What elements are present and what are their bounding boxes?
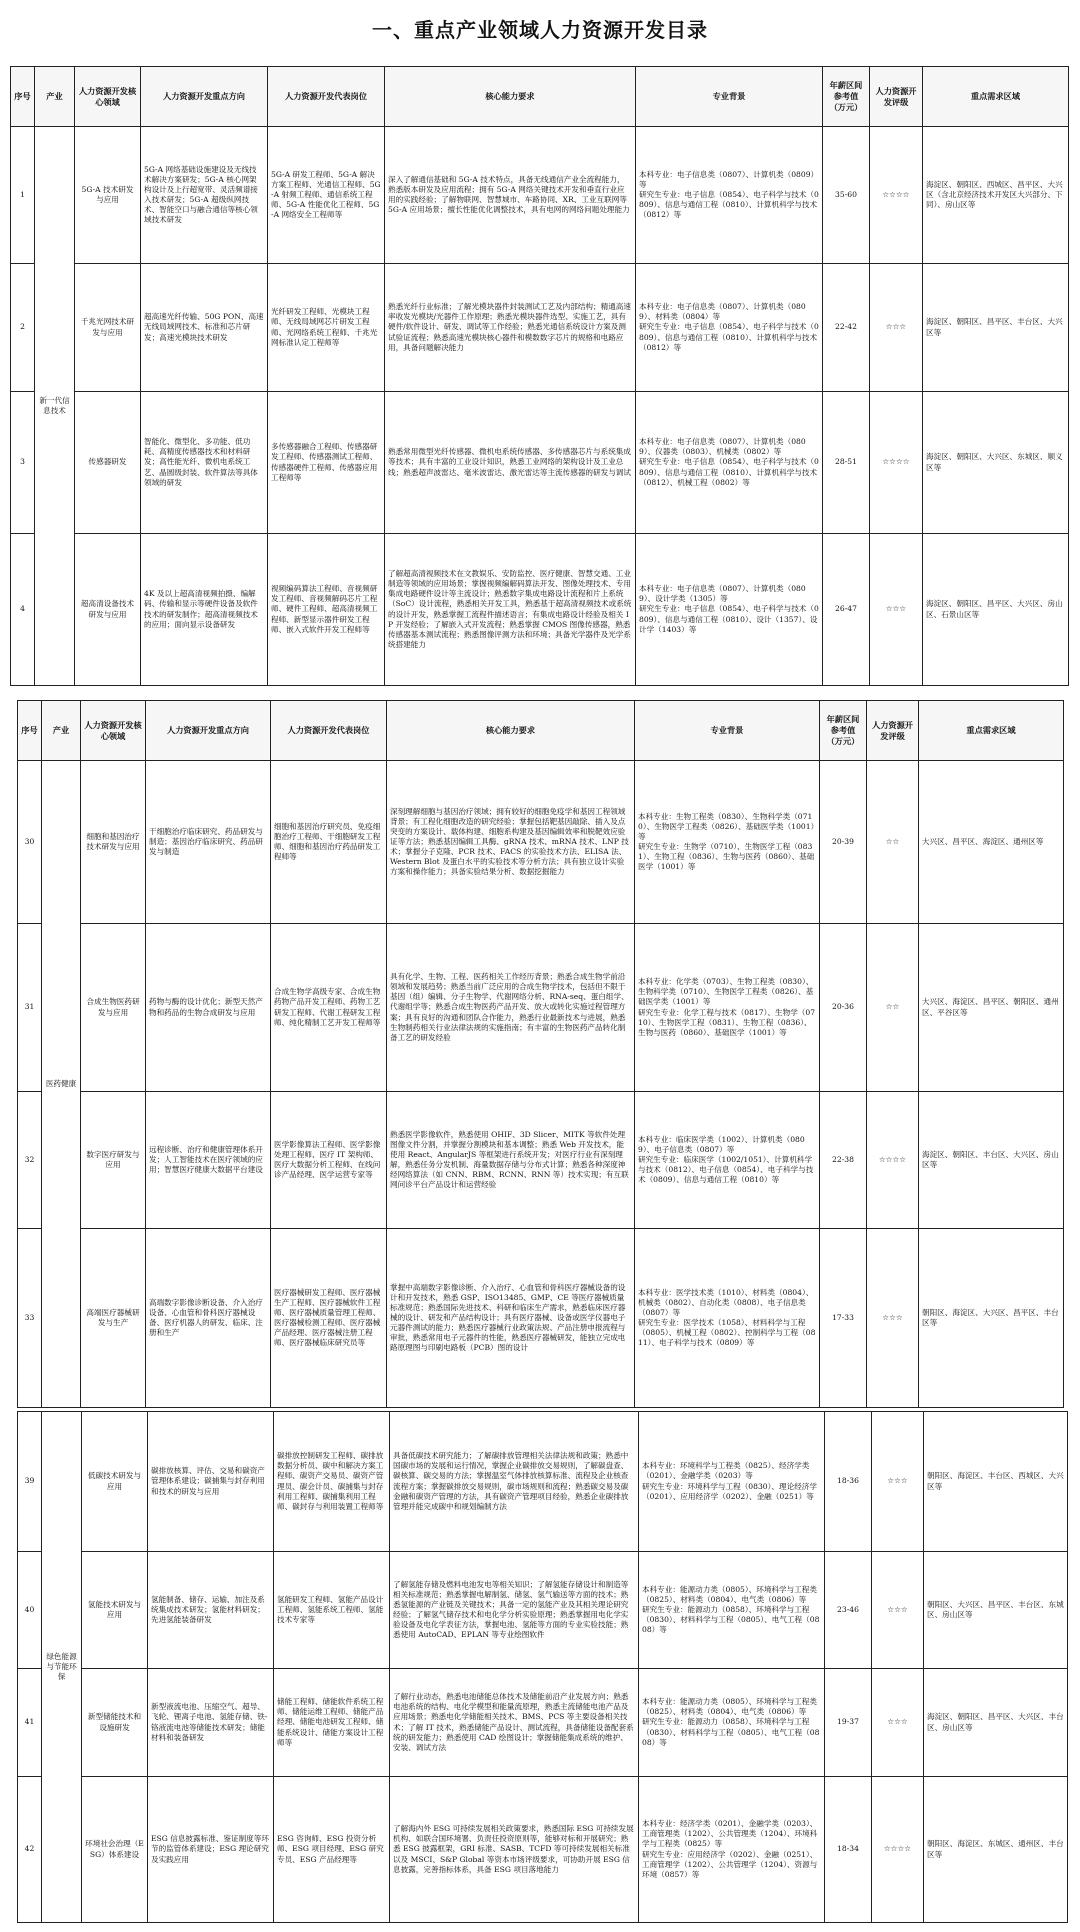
talent-table-section-1 xyxy=(10,66,1069,686)
table-row xyxy=(11,264,1069,392)
table-row xyxy=(18,1669,1068,1777)
salary-range: 28-51 xyxy=(823,392,870,534)
major-background: 本科专业：能源动力类（0805）、环境科学与工程类（0825）、材料类（0804）、电气类（0806）等 研究生专业：能源动力（0858）、环境科学与工程（0830）、材料科学与工程（0805）、电气工程（0808）等 xyxy=(639,1669,825,1777)
salary-range: 35-60 xyxy=(823,127,870,264)
major-background: 本科专业：环境科学与工程类（0825）、经济学类（0201）、金融学类（0203）等 研究生专业：环境科学与工程（0830）、理论经济学（0201）、应用经济学（0202）、金融（0251）等 xyxy=(639,1412,825,1552)
row-number: 41 xyxy=(18,1669,42,1777)
ability-requirements: 掌握中高端数字影像诊断、介入治疗、心血管和骨科医疗器械设备的设计和开发技术，熟悉 GSP、ISO13485、GMP、CE 等医疗器械质量标准规范；熟悉国际先进技术、科研和临床生产需求，熟悉临床医疗器械的设计、研发和产品结构设计；具有医疗器械、设备或医学仪器电子元器件测试的能力；熟悉医疗器械行业政策法规、产品注册申报流程与审批，熟悉常用电子元器件的性能，熟悉医疗器械研发，能独立完成电路原理图与印刷电路板（PCB）图的设计 xyxy=(387,1229,635,1408)
key-direction: 高端数字影像诊断设备、介入治疗设备、心血管和骨科医疗器械设备、医疗机器人的研发、临床、注册和生产 xyxy=(146,1229,271,1408)
rating-stars: ☆☆☆ xyxy=(870,534,923,686)
rating-stars: ☆☆☆ xyxy=(872,1412,924,1552)
table-row xyxy=(18,761,1064,924)
column-header: 专业背景 xyxy=(635,701,820,761)
demand-region: 朝阳区、大兴区、昌平区、丰台区、东城区、房山区等 xyxy=(924,1552,1068,1669)
key-direction: 碳排放核算、评估、交易和碳资产管理体系建设；碳捕集与封存利用和技术的研发与应用 xyxy=(148,1412,274,1552)
column-header: 人力资源开发评级 xyxy=(867,701,919,761)
row-number: 33 xyxy=(18,1229,42,1408)
representative-positions: 5G-A 研发工程师、5G-A 解决方案工程师、光通信工程师、5G-A 射频工程师、通信系统工程师、5G-A 性能优化工程师、5G-A 网络安全工程师等 xyxy=(268,127,385,264)
table-row xyxy=(11,127,1069,264)
major-background: 本科专业：经济学类（0201）、金融学类（0203）、工商管理类（1202）、公共管理类（1204）、环境科学与工程类（0825）等 研究生专业：应用经济学（0202）、金融（0251）、工商管理学（1202）、公共管理学（1204）、资源与环境（0857）等 xyxy=(639,1777,825,1923)
key-direction: 5G-A 网络基础设施建设及无线技术解决方案研发；5G-A 核心网架构设计及上行超宽带、灵活频谱接入技术研发；5G-A 超级纵网技术、智能空口与融合通信等核心领域技术研发 xyxy=(141,127,268,264)
core-domain: 千兆光网技术研发与应用 xyxy=(75,264,141,392)
major-background: 本科专业：化学类（0703）、生物工程类（0830）、生物科学类（0710）、生物医学工程类（0826）、基础医学类（1001）等 研究生专业：化学工程与技术（0817）、生物学（0710）、生物医学工程（0831）、生物工程（0836）、生物与医药（0860）、基础医学（1001）等 xyxy=(635,924,820,1092)
column-header: 专业背景 xyxy=(636,67,823,127)
table-row xyxy=(18,1092,1064,1229)
rating-stars: ☆☆☆☆ xyxy=(870,392,923,534)
key-direction: 氢能制备、储存、运输、加注及系统集成技术研发；氢能材料研发；先进氢能装备研发 xyxy=(148,1552,274,1669)
column-header: 人力资源开发代表岗位 xyxy=(271,701,387,761)
table-row xyxy=(11,392,1069,534)
column-header: 人力资源开发核心领域 xyxy=(75,67,141,127)
demand-region: 海淀区、朝阳区、西城区、昌平区、大兴区（含北京经济技术开发区大兴部分、下同）、房山区等 xyxy=(923,127,1069,264)
row-number: 31 xyxy=(18,924,42,1092)
ability-requirements: 熟悉光纤行业标准；了解光模块器件封装测试工艺及内部结构；精通高速率收发光模块/光器件工作原理；熟悉光模块器件选型、实施工艺，具有硬件/软件设计、研发、调试等工作经验；熟悉光通信系统设计方案及测试验证流程；熟悉高速光模块核心器件和模数数字芯片的规格和电路应用，具备问题解决能力 xyxy=(385,264,636,392)
salary-range: 17-33 xyxy=(820,1229,867,1408)
demand-region: 大兴区、海淀区、昌平区、朝阳区、通州区、平谷区等 xyxy=(919,924,1064,1092)
row-number: 1 xyxy=(11,127,35,264)
talent-table-section-2 xyxy=(17,700,1064,1408)
major-background: 本科专业：电子信息类（0807）、计算机类（0809）等 研究生专业：电子信息（0854）、电子科学与技术（0809）、信息与通信工程（0810）、计算机科学与技术（0812）等 xyxy=(636,127,823,264)
demand-region: 朝阳区、海淀区、大兴区、昌平区、丰台区等 xyxy=(919,1229,1064,1408)
ability-requirements: 具备低碳技术研究能力；了解碳排放管理相关法律法规和政策；熟悉中国碳市场的发展和运行情况，掌握企业碳排放交易规则，了解碳盘查、碳核算、碳交易的方法；掌握温室气体排放核算标准、流程及企业核查流程方案；掌握碳排放交易规则，碳市场规则和流程；熟悉碳交易及碳金融和碳资产管理的方法，具有碳资产管理项目经验，熟悉企业碳排放管理并能完成碳中和规划编制方法 xyxy=(390,1412,639,1552)
major-background: 本科专业：电子信息类（0807）、计算机类（0809）、材料类（0804）等 研究生专业：电子信息（0854）、电子科学与技术（0809）、信息与通信工程（0810）、计算机科学与技术（0812）等 xyxy=(636,264,823,392)
industry-label: 医药健康 xyxy=(42,761,81,1408)
major-background: 本科专业：电子信息类（0807）、计算机类（0809）、设计学类（1305）等 研究生专业：电子信息（0854）、电子科学与技术（0809）、信息与通信工程（0810）、设计（1357）、设计学（1403）等 xyxy=(636,534,823,686)
column-header: 人力资源开发重点方向 xyxy=(141,67,268,127)
table-row xyxy=(18,1412,1068,1552)
representative-positions: 光纤研发工程师、光模块工程师、无线局域网芯片研发工程师、光网络系统工程师、千兆光网标准认定工程师等 xyxy=(268,264,385,392)
row-number: 2 xyxy=(11,264,35,392)
key-direction: 远程诊断、治疗和健康管理体系开发；人工智能技术在医疗领域的应用；智慧医疗健康大数据平台建设 xyxy=(146,1092,271,1229)
major-background: 本科专业：电子信息类（0807）、计算机类（0809）、仪器类（0803）、机械类（0802）等 研究生专业：电子信息（0854）、电子科学与技术（0809）、信息与通信工程（0810）、计算机科学与技术（0812）、机械工程（0802）等 xyxy=(636,392,823,534)
demand-region: 海淀区、朝阳区、昌平区、丰台区、大兴区等 xyxy=(923,264,1069,392)
column-header: 核心能力要求 xyxy=(385,67,636,127)
core-domain: 氢能技术研发与应用 xyxy=(82,1552,148,1669)
demand-region: 海淀区、朝阳区、昌平区、大兴区、丰台区、房山区等 xyxy=(924,1669,1068,1777)
column-header: 核心能力要求 xyxy=(387,701,635,761)
rating-stars: ☆☆☆ xyxy=(867,1229,919,1408)
salary-range: 18-36 xyxy=(825,1412,872,1552)
key-direction: 智能化、微型化、多功能、低功耗、高精度传感器技术和材料研发；高性能光纤、微机电系统工艺、晶圆级封装、软件算法等具体领域的研发 xyxy=(141,392,268,534)
row-number: 30 xyxy=(18,761,42,924)
table-header-row xyxy=(11,67,1069,127)
ability-requirements: 了解行业动态，熟悉电池储能总体技术及储能前沿产业发展方向；熟悉电池系统的结构、电化学模型和能量流原理，熟悉主流储能电池产品及应用场景；熟悉电化学储能相关技术、BMS、PCS 等主要设备相关技术；了解 IT 技术，熟悉储能产品设计、测试流程，具备储能设备配套系统的研发能力；熟悉使用 CAD 绘图设计；掌握储能集成系统的维护、安装、调试方法 xyxy=(390,1669,639,1777)
column-header: 人力资源开发核心领域 xyxy=(81,701,146,761)
key-direction: ESG 信息披露标准、鉴证制度等环节的监管体系建设；ESG 理论研究及实践应用 xyxy=(148,1777,274,1923)
ability-requirements: 熟悉常用微型光纤传感器、微机电系统传感器、多传感器芯片与系统集成等技术；具有丰富的工业设计知识，熟悉工业网络的架构设计及工业总线；熟悉超声波雷达、毫米波雷达、激光雷达等主流传感器的研发与调试 xyxy=(385,392,636,534)
core-domain: 合成生物医药研发与应用 xyxy=(81,924,146,1092)
core-domain: 细胞和基因治疗技术研发与应用 xyxy=(81,761,146,924)
core-domain: 高端医疗器械研发与生产 xyxy=(81,1229,146,1408)
page-title: 一、重点产业领域人力资源开发目录 xyxy=(372,18,708,42)
key-direction: 新型液流电池、压缩空气、超导、飞轮、锂离子电池、氢能存储、铁-铬液流电池等储能技术研发；储能材料和装备研发 xyxy=(148,1669,274,1777)
salary-range: 26-47 xyxy=(823,534,870,686)
demand-region: 大兴区、昌平区、海淀区、通州区等 xyxy=(919,761,1064,924)
representative-positions: 医学影像算法工程师、医学影像处理工程师、医疗 IT 架构师、医疗大数据分析工程师、在线问诊产品经理、医学运营专家等 xyxy=(271,1092,387,1229)
key-direction: 干细胞治疗临床研究、药品研发与制造；基因治疗临床研究、药品研发与制造 xyxy=(146,761,271,924)
key-direction: 药物与酶的设计优化；新型天然产物和药品的生物合成研发与应用 xyxy=(146,924,271,1092)
salary-range: 18-34 xyxy=(825,1777,872,1923)
core-domain: 数字医疗研发与应用 xyxy=(81,1092,146,1229)
rating-stars: ☆☆☆ xyxy=(872,1669,924,1777)
rating-stars: ☆☆☆ xyxy=(870,264,923,392)
column-header: 重点需求区域 xyxy=(923,67,1069,127)
row-number: 4 xyxy=(11,534,35,686)
table-row xyxy=(18,1777,1068,1923)
column-header: 产业 xyxy=(42,701,81,761)
column-header: 序号 xyxy=(11,67,35,127)
rating-stars: ☆☆ xyxy=(867,761,919,924)
talent-table-section-3 xyxy=(17,1411,1068,1923)
rating-stars: ☆☆ xyxy=(867,924,919,1092)
table-row xyxy=(18,1229,1064,1408)
row-number: 40 xyxy=(18,1552,42,1669)
industry-label: 新一代信息技术 xyxy=(35,127,75,686)
representative-positions: 多传感器融合工程师、传感器研发工程师、传感器测试工程师、传感器硬件工程师、传感器应用工程师等 xyxy=(268,392,385,534)
core-domain: 低碳技术研发与应用 xyxy=(82,1412,148,1552)
representative-positions: 细胞和基因治疗研究员、免疫细胞治疗工程师、干细胞研发工程师、细胞和基因治疗药品研发工程师等 xyxy=(271,761,387,924)
salary-range: 22-38 xyxy=(820,1092,867,1229)
ability-requirements: 了解海内外 ESG 可持续发展相关政策要求，熟悉国际 ESG 可持续发展机构、如联合国环境署、负责任投资原则等，能够对标和开展研究；熟悉 ESG 披露框架，GRI 标准、SASB、TCFD 等可持续发展相关标准以及 MSCI、S&P Global 等资本市场评级要求，可协助开展 ESG 信息披露，完善指标体系，具备 ESG 项目落地能力 xyxy=(390,1777,639,1923)
row-number: 3 xyxy=(11,392,35,534)
demand-region: 朝阳区、海淀区、东城区、通州区、丰台区等 xyxy=(924,1777,1068,1923)
key-direction: 超高速光纤传输、50G PON、高速无线局域网技术、标准和芯片研发；高速光模块技术研发 xyxy=(141,264,268,392)
ability-requirements: 深刻理解细胞与基因治疗领域；拥有较好的细胞免疫学和基因工程领域背景；有工程化细胞改造的研究经验；掌握包括靶基因敲除、插入及点突变的方案设计、载体构建、细胞系构建及基因编辑效率和脱靶效应验证等方法；熟悉基因编辑工具酶、gRNA 技术、mRNA 技术、LNP 技术；掌握分子克隆、PCR 技术、FACS 的实验技术方法、ELISA 法、Western Blot 及蛋白水平的实验技术等分析方法；具有独立设计实验方案和操作能力；具备实验结果分析、数据挖掘能力 xyxy=(387,761,635,924)
representative-positions: 合成生物学高级专家、合成生物药物产品开发工程师、药物工艺研发工程师、代谢工程研发工程师、纯化精制工艺开发工程师等 xyxy=(271,924,387,1092)
salary-range: 19-37 xyxy=(825,1669,872,1777)
representative-positions: 医疗器械研发工程师、医疗器械生产工程师、医疗器械软件工程师、医疗器械质量管理工程师、医疗器械检测工程师、医疗器械产品经理、医疗器械注册工程师、医疗器械临床研究员等 xyxy=(271,1229,387,1408)
major-background: 本科专业：医学技术类（1010）、材料类（0804）、机械类（0802）、自动化类（0808）、电子信息类（0807）等 研究生专业：医学技术（1058）、材料科学与工程（0805）、机械工程（0802）、控制科学与工程（0811）、电子科学与技术（0809）等 xyxy=(635,1229,820,1408)
table-row xyxy=(18,924,1064,1092)
core-domain: 新型储能技术和设施研发 xyxy=(82,1669,148,1777)
demand-region: 海淀区、朝阳区、丰台区、大兴区、房山区等 xyxy=(919,1092,1064,1229)
ability-requirements: 了解氢能存储及燃料电池发电等相关知识；了解氢能存储设计和制造等相关标准规范；熟悉掌握电解制氢、储氢、氢气输送等方面的技术；熟悉氢能源的产业链及关键技术；具备一定的氢能产业及其相关理论研究经验；了解氢气储存技术和电化学分析实验原理；熟悉掌握用电化学实验设备及电化学表征方法，掌握电池、氢能等方面的专业实验技能；熟悉使用 AutoCAD、EPLAN 等专业绘图软件 xyxy=(390,1552,639,1669)
key-direction: 4K 及以上超高清视频拍摄、编解码、传输和显示等硬件设备及软件技术的研发制作；超高清视频技术的应用；面向显示设备研发 xyxy=(141,534,268,686)
representative-positions: 氢能研发工程师、氢能产品设计工程师、氢能系统工程师、氢能技术专家等 xyxy=(274,1552,390,1669)
salary-range: 23-46 xyxy=(825,1552,872,1669)
representative-positions: 储能工程师、储能软件系统工程师、储能运维工程师、储能产品经理、储能电池研发工程师、储能系统设计、储能方案设计工程师等 xyxy=(274,1669,390,1777)
core-domain: 环境社会治理（ESG）体系建设 xyxy=(82,1777,148,1923)
representative-positions: 视频编码算法工程师、音视频研发工程师、音视频解码芯片工程师、硬件工程师、超高清视频工程师、新型显示器件研发工程师、嵌入式软件开发工程师等 xyxy=(268,534,385,686)
rating-stars: ☆☆☆☆ xyxy=(870,127,923,264)
salary-range: 20-39 xyxy=(820,761,867,924)
core-domain: 超高清设备技术研发与应用 xyxy=(75,534,141,686)
major-background: 本科专业：生物工程类（0830）、生物科学类（0710）、生物医学工程类（0826）、基础医学类（1001）等 研究生专业：生物学（0710）、生物医学工程（0831）、生物工程（0836）、生物与医药（0860）、基础医学（1001）等 xyxy=(635,761,820,924)
industry-label: 绿色能源与节能环保 xyxy=(42,1412,82,1923)
table-row xyxy=(11,534,1069,686)
column-header: 产业 xyxy=(35,67,75,127)
row-number: 39 xyxy=(18,1412,42,1552)
major-background: 本科专业：能源动力类（0805）、环境科学与工程类（0825）、材料类（0804）、电气类（0806）等 研究生专业：能源动力（0858）、环境科学与工程（0830）、材料科学与工程（0805）、电气工程（0808）等 xyxy=(639,1552,825,1669)
rating-stars: ☆☆☆☆ xyxy=(872,1777,924,1923)
demand-region: 朝阳区、海淀区、丰台区、西城区、大兴区等 xyxy=(924,1412,1068,1552)
salary-range: 22-42 xyxy=(823,264,870,392)
column-header: 重点需求区域 xyxy=(919,701,1064,761)
column-header: 人力资源开发代表岗位 xyxy=(268,67,385,127)
column-header: 年薪区间参考值（万元） xyxy=(823,67,870,127)
core-domain: 5G-A 技术研发与应用 xyxy=(75,127,141,264)
row-number: 32 xyxy=(18,1092,42,1229)
demand-region: 海淀区、朝阳区、昌平区、大兴区、房山区、石景山区等 xyxy=(923,534,1069,686)
rating-stars: ☆☆☆☆ xyxy=(867,1092,919,1229)
ability-requirements: 具有化学、生物、工程、医药相关工作经历背景；熟悉合成生物学前沿领域和发展趋势；熟悉当前广泛应用的合成生物学技术，包括但不限于基因（组）编辑、分子生物学、代谢网络分析、RNA-seq、蛋白组学、代谢组学等；熟悉合成生物医药产品开发、放大或转化实施过程管理方案；具有良好的沟通和团队合作能力，熟悉行业最新技术与进展，熟悉生物制药相关行业法律法规的实施指南；有丰富的生物医药产品转化制备工艺的研发经验 xyxy=(387,924,635,1092)
ability-requirements: 深入了解通信基础和 5G-A 技术特点，具备无线通信产业全流程能力，熟悉版本研发及应用流程；拥有 5G-A 网络关键技术开发和垂直行业应用的实践经验；了解物联网、智慧城市、车路协同、XR、工业互联网等 5G-A 应用场景；擅长性能优化调整技术，具有电网的网络问题处理能力 xyxy=(385,127,636,264)
column-header: 年薪区间参考值（万元） xyxy=(820,701,867,761)
table-header-row xyxy=(18,701,1064,761)
ability-requirements: 熟悉医学影像软件，熟悉使用 OHIF、3D Slicer、MITK 等软件处理图像文件分割，并掌握分割模块和基本调整；熟悉 Web 开发技术，能使用 React、AngularJS 等框架进行系统开发；对医疗行业有深刻理解，熟悉任务分发机制、海量数据存储与分布式计算；熟悉各种深度神经网络算法（如 CNN、RBM、RCNN、RNN 等）技术实现；有互联网问诊平台产品设计和运营经验 xyxy=(387,1092,635,1229)
major-background: 本科专业：临床医学类（1002）、计算机类（0809）、电子信息类（0807）等 研究生专业：临床医学（1002/1051）、计算机科学与技术（0812）、电子信息（0854）、电子科学与技术（0809）、信息与通信工程（0810）等 xyxy=(635,1092,820,1229)
core-domain: 传感器研发 xyxy=(75,392,141,534)
demand-region: 海淀区、朝阳区、大兴区、东城区、顺义区等 xyxy=(923,392,1069,534)
table-row xyxy=(18,1552,1068,1669)
column-header: 人力资源开发评级 xyxy=(870,67,923,127)
representative-positions: ESG 咨询师、ESG 投资分析师、ESG 项目经理、ESG 研究专员、ESG 产品经理等 xyxy=(274,1777,390,1923)
ability-requirements: 了解超高清视频技术在文教娱乐、安防监控、医疗健康、智慧交通、工业制造等领域的应用场景；掌握视频编解码算法开发、图像处理技术、专用集成电路硬件设计等主流设计；熟悉数字集成电路设计流程和片上系统（SoC）设计流程，熟悉相关开发工具，熟悉基于超高清视频技术或系统的设计开发，熟悉掌握工流程件描述语言；有集成电路设计经验及相关 IP 开发经验；了解嵌入式开发流程；熟悉掌握 CMOS 图像传感器，熟悉传感器基本测试流程；熟悉图像评测方法和环境；具备光学器件及光学系统搭建能力 xyxy=(385,534,636,686)
column-header: 人力资源开发重点方向 xyxy=(146,701,271,761)
representative-positions: 碳排放控制研发工程师、碳排放数据分析员、碳中和解决方案工程师、碳资产交易员、碳资产管理员、碳会计员、碳捕集与封存利用工程师、碳捕集利用工程师、碳封存与利用装置工程师等 xyxy=(274,1412,390,1552)
rating-stars: ☆☆☆ xyxy=(872,1552,924,1669)
row-number: 42 xyxy=(18,1777,42,1923)
column-header: 序号 xyxy=(18,701,42,761)
salary-range: 20-36 xyxy=(820,924,867,1092)
